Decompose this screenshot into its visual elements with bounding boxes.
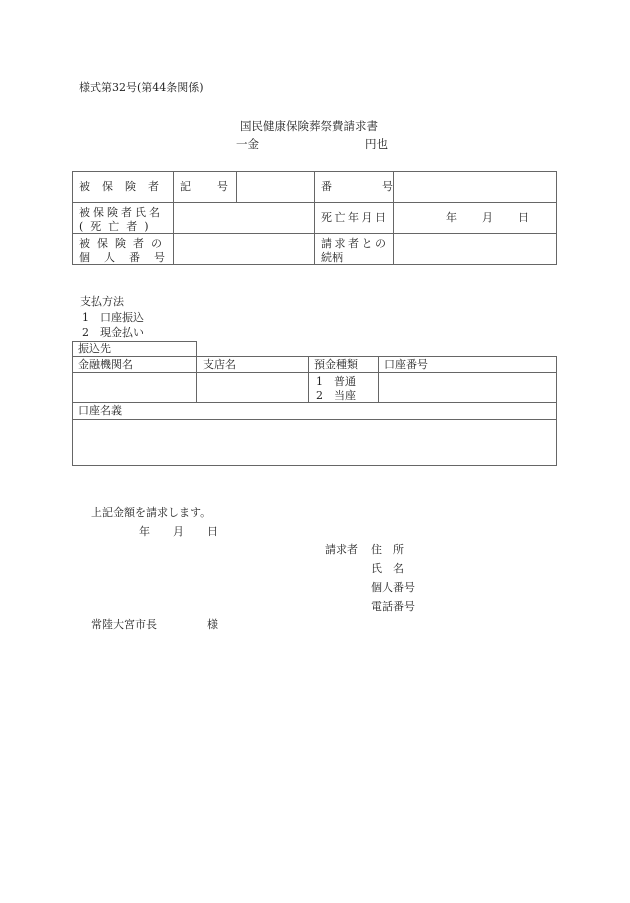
declaration-date-year: 年: [139, 525, 150, 538]
death-date-month: 月: [482, 211, 493, 224]
account-holder-label: 口座名義: [78, 404, 122, 417]
deceased-name-label: [79, 206, 163, 234]
amount-prefix: 一金: [236, 137, 259, 151]
deceased-name-label-line2: (死亡者): [79, 220, 156, 233]
insured-id-label-line1: 被保険者の: [79, 237, 169, 250]
deceased-name-label-line1: 被保険者氏名: [79, 206, 163, 219]
insured-id-label: [79, 237, 179, 265]
addressee-honorific: 様: [207, 618, 218, 631]
deposit-type-ordinary[interactable]: 1 普通: [316, 375, 356, 388]
number-field[interactable]: [394, 172, 555, 201]
branch-name-header: 支店名: [203, 358, 236, 371]
death-date-field[interactable]: [394, 203, 555, 232]
account-number-field[interactable]: [379, 373, 555, 401]
death-date-day: 日: [518, 211, 529, 224]
account-holder-field[interactable]: [73, 420, 555, 464]
death-date-year: 年: [446, 211, 457, 224]
death-date-label: 死亡年月日: [321, 211, 389, 224]
transfer-label: 振込先: [78, 342, 111, 355]
symbol-field[interactable]: [237, 172, 313, 201]
claimant-label: 請求者: [325, 543, 358, 556]
insured-id-field[interactable]: [174, 234, 313, 263]
insured-id-label-line2: 個人番号: [79, 251, 179, 264]
claimant-id-label: 個人番号: [371, 581, 415, 594]
claimant-address-label: 住 所: [371, 543, 404, 556]
addressee-name: 常陸大宮市長: [91, 618, 157, 631]
branch-name-field[interactable]: [197, 373, 307, 401]
deceased-name-field[interactable]: [174, 203, 313, 232]
relation-label-line1: 請求者との: [321, 237, 389, 250]
form-number: 様式第32号(第44条関係): [79, 81, 204, 94]
relation-label-line2: 続柄: [321, 251, 343, 264]
claimant-name-label: 氏 名: [371, 562, 404, 575]
document-title: 国民健康保険葬祭費請求書: [240, 119, 378, 133]
payment-option-transfer[interactable]: 1 口座振込: [82, 311, 144, 324]
relation-field[interactable]: [394, 234, 555, 263]
amount-suffix: 円也: [365, 137, 388, 151]
insured-label-text: 被保険者: [79, 180, 171, 193]
relation-label: [321, 237, 389, 265]
declaration-date-month: 月: [173, 525, 184, 538]
number-label: 番号: [321, 180, 443, 193]
claimant-phone-label: 電話番号: [371, 600, 415, 613]
payment-heading: 支払方法: [80, 295, 124, 308]
declaration-date-day: 日: [207, 525, 218, 538]
deposit-type-header: 預金種類: [314, 358, 358, 371]
account-number-header: 口座番号: [384, 358, 428, 371]
bank-name-header: 金融機関名: [78, 358, 133, 371]
symbol-label: 記号: [180, 180, 254, 193]
bank-name-field[interactable]: [73, 373, 195, 401]
payment-option-cash[interactable]: 2 現金払い: [82, 326, 144, 339]
deposit-type-current[interactable]: 2 当座: [316, 389, 356, 402]
declaration-text: 上記金額を請求します。: [91, 506, 212, 519]
insured-label: [79, 180, 171, 193]
